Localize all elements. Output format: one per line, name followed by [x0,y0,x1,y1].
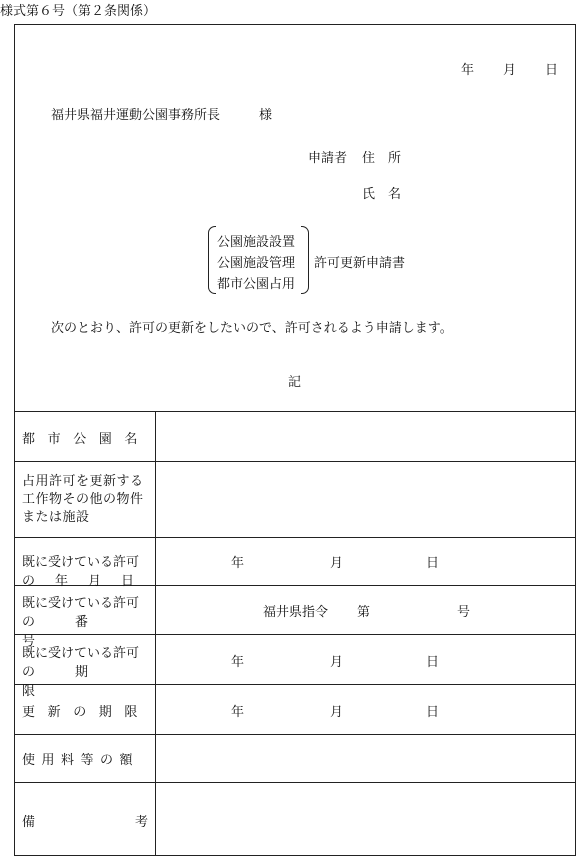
row-divider [15,461,575,462]
fee-amount-label: 使用料等の額 [22,753,140,768]
right-bracket [301,226,309,294]
row-divider [15,782,575,783]
date-day-label: 日 [545,63,559,78]
applicant-address-label: 住 所 [362,151,402,166]
left-bracket [208,226,216,294]
date-year-label: 年 [461,63,475,78]
date-month-label: 月 [503,63,517,78]
row6-month: 月 [330,705,344,720]
renewal-term-label: 更新の期限 [22,705,151,720]
park-name-label: 都市公園名 [22,432,151,447]
row6-day: 日 [426,705,440,720]
row6-year: 年 [231,705,245,720]
remarks-label: 備 考 [22,815,148,830]
row5-month: 月 [330,655,344,670]
permit-number-dai: 第 [357,605,371,620]
facility-label: 占用許可を更新する工作物その他の物件または施設 [22,474,144,525]
row-divider [15,537,575,538]
previous-permit-term-label: 既に受けている許可 の期限 [22,646,140,699]
honorific: 様 [259,108,273,123]
row-divider [15,734,575,735]
row5-day: 日 [426,655,440,670]
row3-day: 日 [426,556,440,571]
body-text: 次のとおり、許可の更新をしたいので、許可されるよう申請します。 [51,321,453,336]
title-option-installation: 公園施設設置 [217,235,296,250]
application-form-frame [14,24,576,856]
table-top-line [15,411,575,412]
row3-year: 年 [231,556,245,571]
label-column-divider [155,411,156,856]
title-option-occupancy: 都市公園占用 [217,277,296,292]
addressee: 福井県福井運動公園事務所長 [51,108,221,123]
ki-heading: 記 [288,375,302,390]
applicant-label: 申請者 [308,151,348,166]
permit-number-go: 号 [457,605,471,620]
previous-permit-date-label: 既に受けている許可 の年月日 [22,555,155,589]
form-number-label: 様式第６号（第２条関係） [0,4,157,19]
applicant-name-label: 氏 名 [362,187,402,202]
form-title: 許可更新申請書 [314,256,406,271]
row5-year: 年 [231,655,245,670]
permit-number-prefix: 福井県指令 [263,605,329,620]
previous-permit-number-label: 既に受けている許可 の番号 [22,596,140,649]
row3-month: 月 [330,556,344,571]
title-option-management: 公園施設管理 [217,256,296,271]
